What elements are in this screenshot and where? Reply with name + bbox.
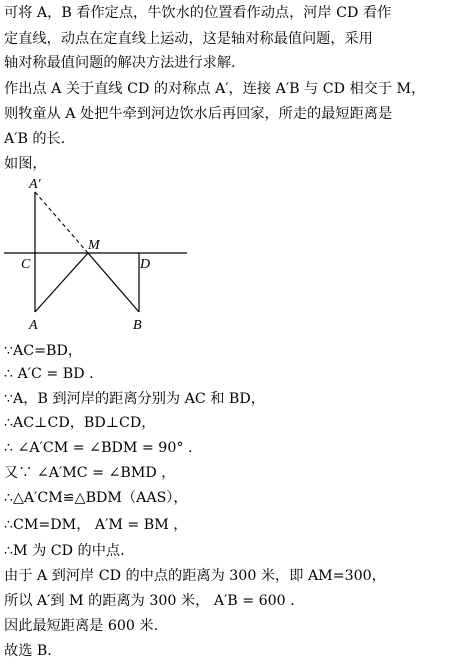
text-line: 定直线，动点在定直线上运动，这是轴对称最值问题，采用 [4, 31, 373, 47]
text-line: 可将 A，B 看作定点，牛饮水的位置看作动点，河岸 CD 看作 [4, 5, 392, 21]
segment-A-prime-M-dashed [35, 192, 88, 253]
proof-line: ∴AC⊥CD，BD⊥CD， [4, 415, 156, 431]
text-line: 作出点 A 关于直线 CD 的对称点 A′，连接 A′B 与 CD 相交于 M， [4, 81, 426, 97]
proof-line: ∴CM=DM， A′M = BM ， [4, 517, 188, 533]
label-A-prime: A′ [29, 177, 41, 192]
proof-line: 因此最短距离是 600 米. [4, 618, 159, 634]
proof-line: ∵AC=BD， [4, 343, 83, 359]
proof-line: ∴ ∠A′CM = ∠BDM = 90° . [4, 440, 193, 456]
text-line: 轴对称最值问题的解决方法进行求解. [4, 55, 236, 71]
label-M: M [88, 238, 100, 253]
label-D: D [140, 257, 151, 272]
label-C: C [21, 257, 31, 272]
text-line: 则牧童从 A 处把牛牵到河边饮水后再回家，所走的最短距离是 [4, 106, 393, 122]
segment-M-B [88, 253, 139, 312]
proof-line: ∴ A′C = BD . [4, 366, 94, 382]
proof-line: ∴△A′CM≌△BDM（AAS）， [4, 490, 188, 506]
segment-A-M [35, 253, 88, 312]
label-A: A [29, 318, 38, 333]
proof-line: 由于 A 到河岸 CD 的中点的距离为 300 米，即 AM=300， [4, 568, 386, 584]
geometry-figure [0, 172, 200, 342]
proof-line: 又∵ ∠A′MC = ∠BMD ， [4, 465, 176, 481]
proof-line: 所以 A′到 M 的距离为 300 米， A′B = 600 . [4, 593, 295, 609]
proof-line: ∵A，B 到河岸的距离分别为 AC 和 BD， [4, 391, 265, 407]
text-line: A′B 的长. [4, 131, 66, 147]
proof-line: 故选 B. [4, 643, 52, 659]
proof-line: ∴M 为 CD 的中点. [4, 543, 125, 559]
label-B: B [133, 318, 142, 333]
text-line: 如图， [4, 156, 47, 172]
